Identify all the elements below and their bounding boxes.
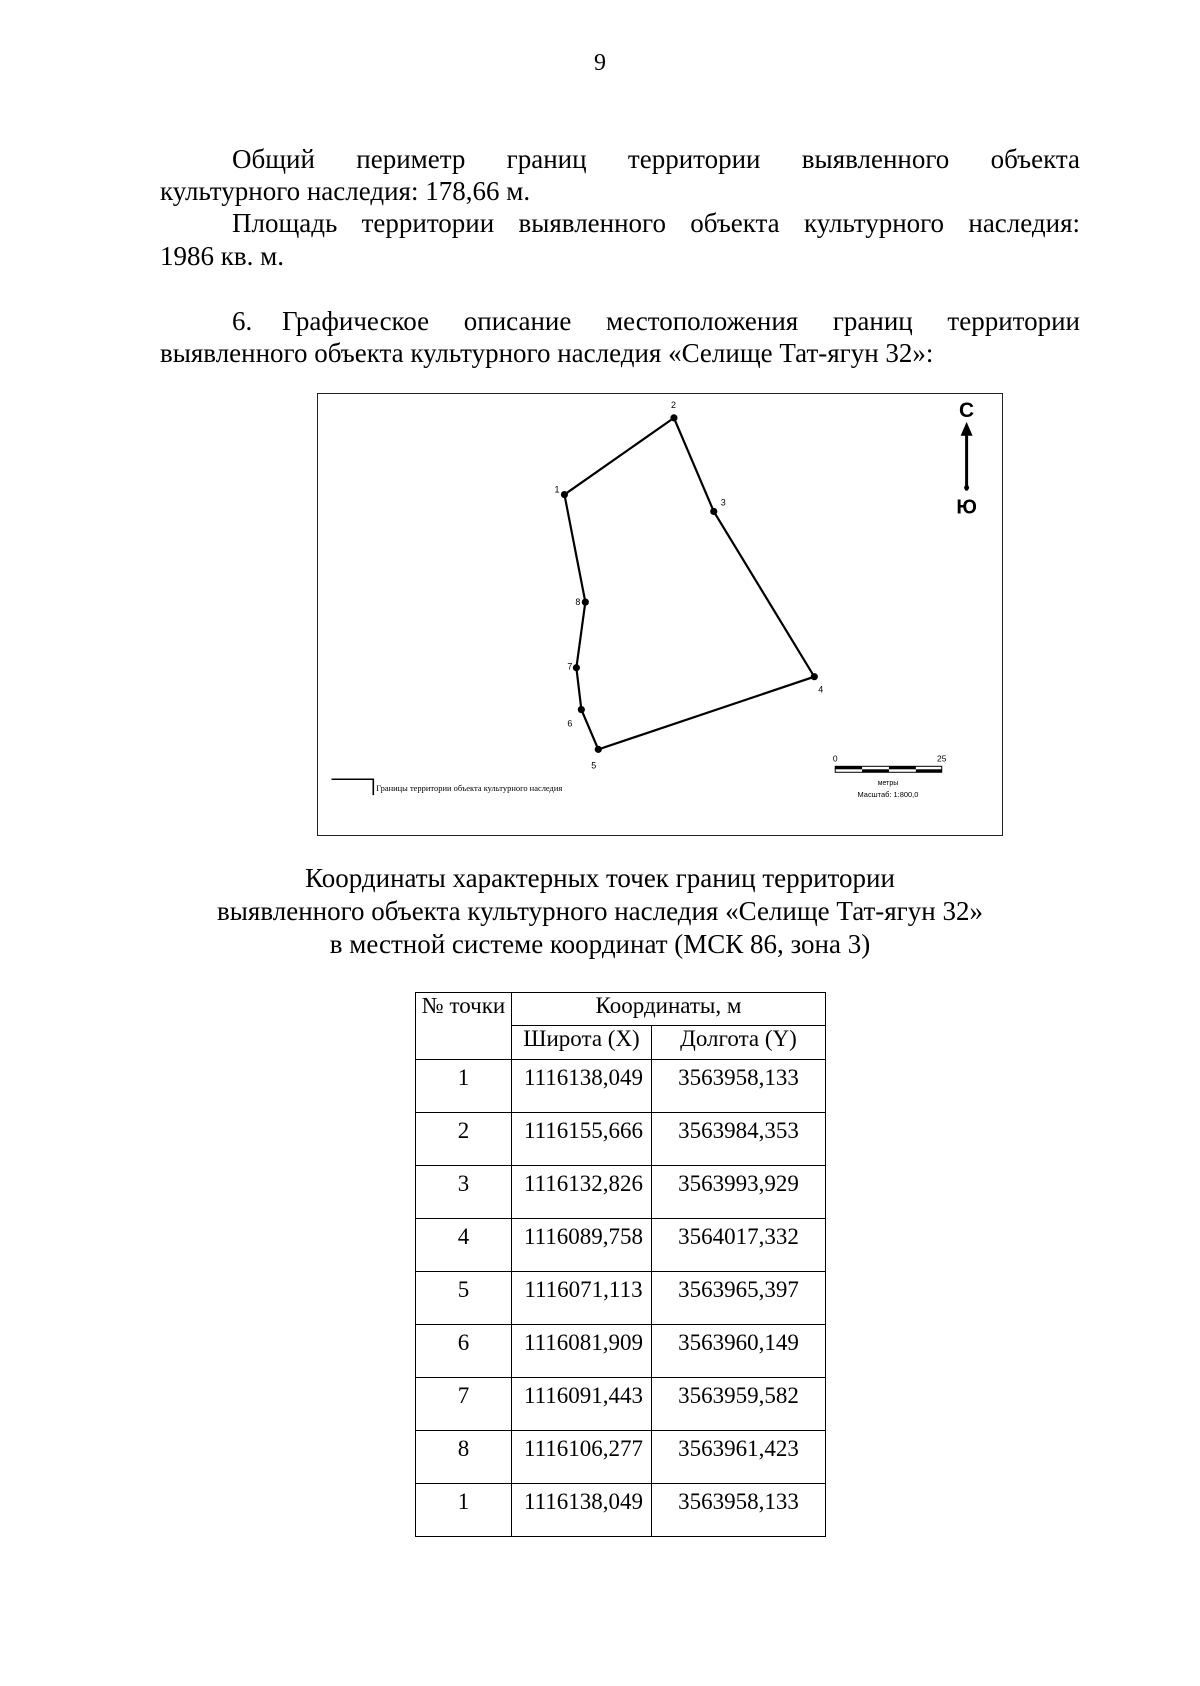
scale-text: Масштаб: 1:800,0 [857, 790, 919, 800]
point-label-6: 6 [567, 718, 573, 729]
table-row [416, 1166, 826, 1219]
cell-x: 1116138,049 [512, 1060, 652, 1113]
point-2-marker [670, 414, 677, 421]
table-row [416, 1325, 826, 1378]
cell-y: 3563984,353 [652, 1113, 826, 1166]
header-longitude-y: Долгота (Y) [652, 1026, 826, 1060]
point-5-marker [595, 746, 602, 753]
cell-x: 1116071,113 [512, 1272, 652, 1325]
cell-y: 3563993,929 [652, 1166, 826, 1219]
cell-x: 1116106,277 [512, 1431, 652, 1484]
cell-point: 3 [416, 1166, 512, 1219]
area-line-1: Площадь территории выявленного объекта культурного наследия: [232, 208, 1080, 238]
cell-x: 1116155,666 [512, 1113, 652, 1166]
cell-y: 3563958,133 [652, 1484, 826, 1537]
table-row [416, 1272, 826, 1325]
section-number: 6. [232, 306, 253, 336]
point-label-7: 7 [567, 661, 573, 672]
page-number: 9 [594, 50, 606, 76]
table-title-line-2: выявленного объекта культурного наследия «Селище Тат-ягун 32» [217, 896, 983, 926]
cell-x: 1116132,826 [512, 1166, 652, 1219]
table-title [0, 862, 1200, 961]
cell-y: 3563961,423 [652, 1431, 826, 1484]
point-label-1: 1 [554, 484, 560, 495]
table-row [416, 1378, 826, 1431]
cell-x: 1116081,909 [512, 1325, 652, 1378]
section-6-line-1 [160, 305, 1080, 337]
cell-x: 1116089,758 [512, 1219, 652, 1272]
cell-x: 1116091,443 [512, 1378, 652, 1431]
cell-point: 5 [416, 1272, 512, 1325]
cell-x: 1116138,049 [512, 1484, 652, 1537]
point-label-2: 2 [670, 399, 676, 410]
legend-text: Границы территории объекта культурного наследия [376, 783, 563, 794]
south-label: Ю [956, 496, 977, 519]
area-line-2: 1986 кв. м. [160, 241, 284, 271]
cell-point: 2 [416, 1113, 512, 1166]
point-6-marker [578, 706, 585, 713]
header-latitude-x: Широта (X) [512, 1026, 652, 1060]
table-row [416, 1219, 826, 1272]
point-4-marker [811, 673, 818, 680]
cell-y: 3563959,582 [652, 1378, 826, 1431]
legend-line-icon [331, 779, 373, 795]
cell-point: 4 [416, 1219, 512, 1272]
cell-point: 1 [416, 1484, 512, 1537]
cell-y: 3563960,149 [652, 1325, 826, 1378]
boundary-map [317, 393, 1003, 836]
boundary-polygon [564, 418, 814, 749]
cell-y: 3564017,332 [652, 1219, 826, 1272]
section-6-line-2: выявленного объекта культурного наследия «Селище Тат-ягун 32»: [160, 338, 934, 368]
header-coordinates: Координаты, м [512, 993, 826, 1026]
table-row [416, 1113, 826, 1166]
section-6-text: Графическое описание местоположения границ территории [282, 306, 1080, 336]
map-legend [331, 779, 562, 795]
cell-point: 8 [416, 1431, 512, 1484]
scale-bar [833, 753, 947, 799]
cell-point: 7 [416, 1378, 512, 1431]
boundary-map-svg [318, 394, 1002, 835]
point-7-marker [573, 664, 580, 671]
point-3-marker [710, 508, 717, 515]
point-8-marker [582, 598, 589, 605]
point-label-3: 3 [720, 497, 726, 508]
header-point-number: № точки [416, 993, 512, 1060]
boundary-points [561, 414, 818, 753]
cell-point: 6 [416, 1325, 512, 1378]
coordinates-table [415, 992, 826, 1537]
scale-start: 0 [832, 753, 838, 764]
cell-y: 3563958,133 [652, 1060, 826, 1113]
table-title-line-3: в местной системе координат (МСК 86, зона 3) [329, 929, 871, 959]
point-label-4: 4 [818, 684, 824, 695]
point-1-marker [561, 491, 568, 498]
scale-units: метры [877, 780, 899, 788]
cell-point: 1 [416, 1060, 512, 1113]
north-arrow-icon [956, 399, 977, 519]
perimeter-line-1: Общий периметр границ территории выявленного объекта [232, 144, 1080, 174]
point-label-8: 8 [575, 597, 581, 608]
table-title-line-1: Координаты характерных точек границ территории [305, 863, 895, 893]
perimeter-line-2: культурного наследия: 178,66 м. [160, 176, 531, 206]
north-label: С [959, 398, 975, 422]
table-row [416, 1484, 826, 1537]
cell-y: 3563965,397 [652, 1272, 826, 1325]
table-row [416, 1060, 826, 1113]
table-row [416, 1431, 826, 1484]
scale-end: 25 [937, 753, 947, 764]
point-label-5: 5 [591, 760, 597, 771]
